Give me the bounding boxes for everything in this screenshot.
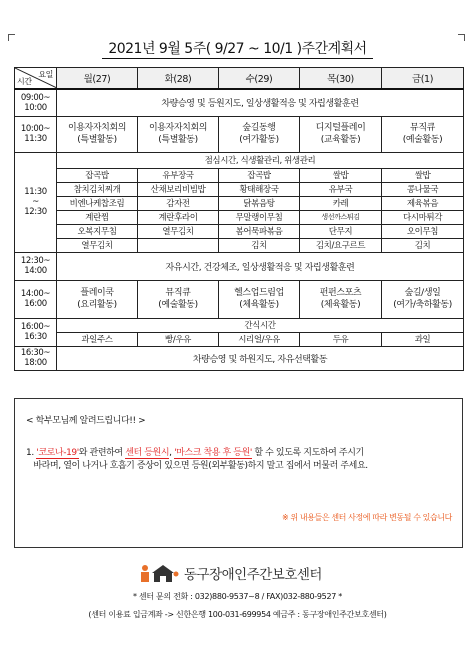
activity-cell: 뮤직큐 (예술활동): [382, 116, 464, 152]
snack-cell: 과일: [382, 332, 464, 346]
day-header: 목(30): [300, 68, 382, 90]
notice-highlight: '코로나-19': [36, 448, 79, 458]
activity-cell: 차량승영 및 하원지도, 자유선택활동: [57, 346, 464, 370]
table-row: [15, 116, 464, 152]
day-header: 수(29): [219, 68, 300, 90]
activity-cell: 펀펀스포츠 (체육활동): [300, 280, 382, 318]
menu-cell: 열무김치: [138, 224, 219, 238]
corner-day-label: 요일: [38, 70, 53, 79]
snack-cell: 두유: [300, 332, 382, 346]
header-row: [15, 68, 464, 90]
menu-cell: 생선까스튀김: [300, 210, 382, 224]
table-row: [15, 346, 464, 370]
notice-text: 와 관련하여: [78, 448, 126, 458]
activity-cell: 뮤직큐 (예술활동): [138, 280, 219, 318]
menu-cell: 계란찜: [57, 210, 138, 224]
activity-cell: 플레이쿡 (요리활동): [57, 280, 138, 318]
notice-number: 1.: [26, 448, 34, 458]
menu-cell: 유부장국: [138, 168, 219, 182]
menu-cell: 비엔나케찹조림: [57, 196, 138, 210]
menu-row: [15, 210, 464, 224]
time-cell: 09:00~ 10:00: [15, 89, 57, 116]
notice-highlight: '마스크 착용 후 등원': [174, 448, 252, 458]
day-header: 화(28): [138, 68, 219, 90]
snack-cell: 과일주스: [57, 332, 138, 346]
menu-cell: 쌀밥: [300, 168, 382, 182]
menu-cell: 황태해장국: [219, 182, 300, 196]
menu-cell: 산채보리비빔밥: [138, 182, 219, 196]
day-header: 금(1): [382, 68, 464, 90]
bank-account-info: (센터 이용료 입금계좌 -> 신한은행 100-031-699954 예금주 : 동구장애인주간보호센터): [88, 610, 387, 619]
day-header: 월(27): [57, 68, 138, 90]
menu-cell: 김치/요구르트: [300, 238, 382, 252]
menu-cell: 제육볶음: [382, 196, 464, 210]
time-cell: 14:00~ 16:00: [15, 280, 57, 318]
table-row: [15, 89, 464, 116]
snack-cell: 시리얼/우유: [219, 332, 300, 346]
activity-cell: 자유시간, 건강체조, 일상생활적응 및 자립생활훈련: [57, 252, 464, 280]
notice-text: 할 수 있도록 지도하여 주시기: [254, 448, 364, 458]
time-cell: 12:30~ 14:00: [15, 252, 57, 280]
menu-cell: 닭볶음탕: [219, 196, 300, 210]
menu-row: [15, 196, 464, 210]
menu-cell: 김치: [382, 238, 464, 252]
notice-heading: < 학부모님께 알려드립니다!! >: [26, 416, 146, 426]
menu-cell: 단무지: [300, 224, 382, 238]
header-corner-cell: [15, 68, 57, 90]
menu-cell: 무말랭이무침: [219, 210, 300, 224]
center-name: 동구장애인주간보호센터: [184, 567, 322, 583]
table-row: [15, 318, 464, 332]
menu-cell: 다시마튀각: [382, 210, 464, 224]
activity-cell: 이용자자치회의 (특별활동): [138, 116, 219, 152]
page-title: 2021년 9월 5주( 9/27 ~ 10/1 )주간계획서: [0, 38, 475, 58]
notice-footnote: ※ 위 내용들은 센터 사정에 따라 변동될 수 있습니다: [281, 513, 452, 522]
contact-info: * 센터 문의 전화 : 032)880-9537~8 / FAX)032-880-9527 *: [132, 592, 342, 601]
menu-cell: 참치김치찌개: [57, 182, 138, 196]
notice-highlight: 센터 등원시: [125, 448, 170, 458]
menu-row: [15, 238, 464, 252]
menu-row: [15, 168, 464, 182]
menu-row: [15, 182, 464, 196]
menu-cell: [138, 238, 219, 252]
menu-cell: 쌀밥: [382, 168, 464, 182]
menu-cell: 잡곡밥: [219, 168, 300, 182]
corner-time-label: 시간: [17, 77, 32, 86]
menu-cell: 감자전: [138, 196, 219, 210]
activity-cell: 숲길동행 (여가활동): [219, 116, 300, 152]
time-cell: 16:00~ 16:30: [15, 318, 57, 346]
activity-cell: 숲길/생일 (여가/축하활동): [382, 280, 464, 318]
menu-cell: 오복지무침: [57, 224, 138, 238]
menu-cell: 카레: [300, 196, 382, 210]
menu-cell: 계란후라이: [138, 210, 219, 224]
activity-cell: 디지털플레이 (교육활동): [300, 116, 382, 152]
parent-notice-box: [14, 398, 463, 548]
time-cell: 16:30~ 18:00: [15, 346, 57, 370]
lunch-title-cell: 점심시간, 식생활관리, 위생관리: [57, 152, 464, 168]
activity-cell: 차량승영 및 등원지도, 일상생활적응 및 자립생활훈련: [57, 89, 464, 116]
snack-row: [15, 332, 464, 346]
menu-cell: 오이무침: [382, 224, 464, 238]
time-cell: 11:30 ~ 12:30: [15, 152, 57, 252]
center-logo: [139, 563, 322, 583]
menu-cell: 유부국: [300, 182, 382, 196]
notice-text: 바라며, 열이 나거나 호흡기 증상이 있으면 등원(외부활동)하지 말고 집에서 머물러 주세요.: [33, 461, 368, 471]
table-row: [15, 152, 464, 168]
menu-cell: 잡곡밥: [57, 168, 138, 182]
table-row: [15, 280, 464, 318]
time-cell: 10:00~ 11:30: [15, 116, 57, 152]
activity-cell: 헬스업드림업 (체육활동): [219, 280, 300, 318]
snack-title-cell: 간식시간: [57, 318, 464, 332]
people-logo-icon: [139, 564, 179, 582]
menu-cell: 봄어묵파볶음: [219, 224, 300, 238]
menu-cell: 콩나물국: [382, 182, 464, 196]
table-row: [15, 252, 464, 280]
activity-cell: 이용자자치회의 (특별활동): [57, 116, 138, 152]
weekly-schedule-table: [14, 67, 464, 371]
notice-body: [26, 447, 451, 473]
menu-cell: 열무김치: [57, 238, 138, 252]
notice-text: ,: [169, 448, 175, 458]
menu-row: [15, 224, 464, 238]
menu-cell: 김치: [219, 238, 300, 252]
snack-cell: 빵/우유: [138, 332, 219, 346]
